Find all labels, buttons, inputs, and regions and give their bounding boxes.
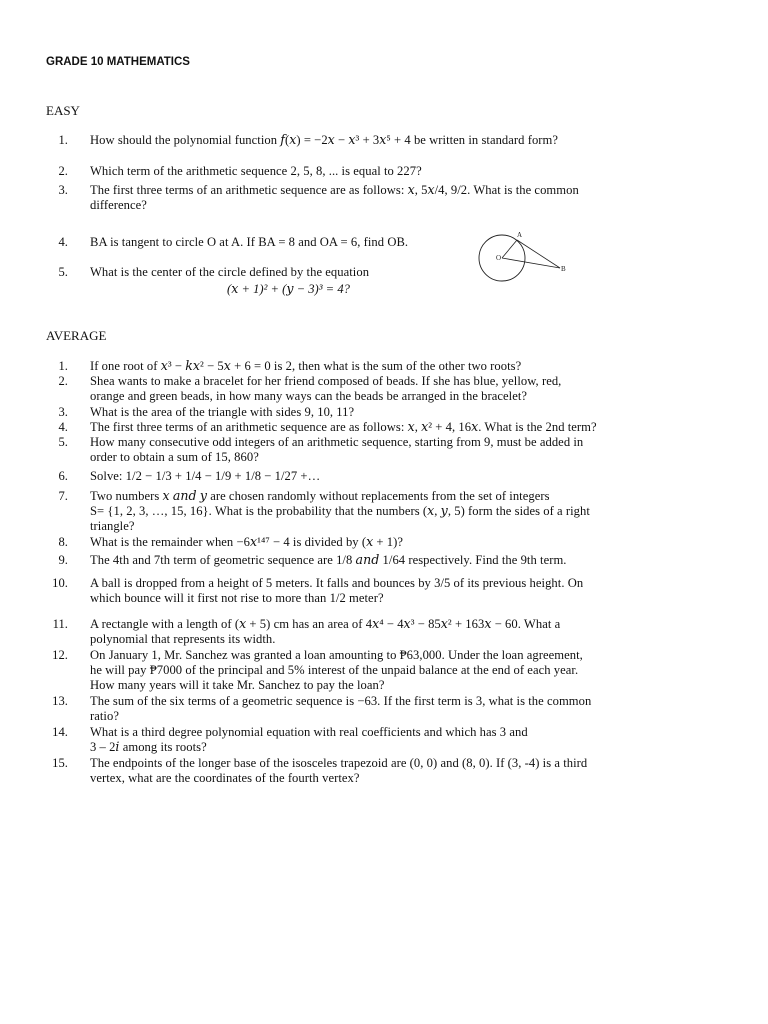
- question-text: How many consecutive odd integers of an arithmetic sequence, starting from 9, must be added in order to obtain a sum of 15, 860?: [90, 435, 584, 464]
- question-number: 7.: [58, 489, 68, 503]
- question-text: How should the polynomial function 𝑓(𝑥) = −2𝑥 − 𝑥³ + 3𝑥⁵ + 4 be written in standard form?: [90, 133, 559, 147]
- document-title: GRADE 10 MATHEMATICS: [46, 56, 190, 68]
- question-text: A rectangle with a length of (𝑥 + 5) cm has an area of 4𝑥⁴ − 4𝑥³ − 85𝑥² + 163𝑥 − 60. What a polynomial that represents its width.: [90, 617, 561, 646]
- question-text: A ball is dropped from a height of 5 meters. It falls and bounces by 3/5 of its previous height. On which bounce will it first not rise to more than 1/2 meter?: [90, 576, 584, 605]
- question-text: The first three terms of an arithmetic sequence are as follows: 𝑥, 5𝑥/4, 9/2. What is the common difference?: [90, 183, 579, 212]
- question-number: 11.: [52, 617, 68, 631]
- question-number: 5.: [58, 435, 68, 449]
- question-number: 4.: [58, 420, 68, 434]
- question-number: 1.: [58, 133, 68, 147]
- label-o: O: [496, 254, 502, 262]
- question-number: 12.: [52, 648, 68, 662]
- question-text: The first three terms of an arithmetic sequence are as follows: 𝑥, 𝑥² + 4, 16𝑥. What is the 2nd term?: [90, 420, 597, 434]
- tangent-circle-figure: [476, 228, 576, 288]
- question-number: 2.: [58, 374, 68, 388]
- question-text: Which term of the arithmetic sequence 2, 5, 8, ... is equal to 227?: [90, 164, 422, 178]
- question-text: What is the center of the circle defined by the equation: [90, 265, 370, 279]
- question-text: What is the remainder when −6𝑥¹⁴⁷ − 4 is divided by (𝑥 + 1)?: [90, 535, 404, 549]
- question-number: 13.: [52, 694, 68, 708]
- question-text: The endpoints of the longer base of the isosceles trapezoid are (0, 0) and (8, 0). If (3, -4) is a third vertex, what are the coordinates of the fourth vertex?: [90, 756, 588, 785]
- section-heading-average: AVERAGE: [46, 328, 107, 343]
- section-heading-easy: EASY: [46, 103, 80, 118]
- radius-oa: [502, 240, 517, 258]
- question-text: Shea wants to make a bracelet for her friend composed of beads. If she has blue, yellow, red, orange and green beads, in how many ways can the beads be arranged in the bracelet?: [90, 374, 562, 403]
- label-a: A: [517, 231, 523, 239]
- question-number: 6.: [58, 469, 68, 483]
- question-number: 15.: [52, 756, 68, 770]
- tangent-ba: [517, 240, 560, 268]
- question-number: 4.: [58, 235, 68, 249]
- question-number: 1.: [58, 359, 68, 373]
- question-text: BA is tangent to circle O at A. If BA = 8 and OA = 6, find OB.: [90, 235, 409, 249]
- question-number: 5.: [58, 265, 68, 279]
- segment-ob: [502, 258, 560, 268]
- question-number: 10.: [52, 576, 68, 590]
- question-number: 2.: [58, 164, 68, 178]
- label-b: B: [561, 265, 566, 273]
- question-text: What is the area of the triangle with sides 9, 10, 11?: [90, 405, 355, 419]
- question-text: On January 1, Mr. Sanchez was granted a loan amounting to ₱63,000. Under the loan agreement, he will pay ₱7000 of the principal and 5% interest of the unpaid balance at the end of each year. How many years will it take Mr. Sanchez to pay the loan?: [90, 648, 583, 692]
- question-number: 3.: [58, 183, 68, 197]
- equation-easy-5: (𝑥 + 1)² + (𝑦 − 3)³ = 4?: [227, 282, 350, 296]
- question-text: The sum of the six terms of a geometric sequence is −63. If the first term is 3, what is the common ratio?: [90, 694, 592, 723]
- question-text: The 4th and 7th term of geometric sequence are 1/8 𝑎𝑛𝑑 1/64 respectively. Find the 9th term.: [90, 553, 567, 567]
- question-text: What is a third degree polynomial equation with real coefficients and which has 3 and 3 – 2𝑖 among its roots?: [90, 725, 528, 754]
- question-text: If one root of 𝑥³ − 𝑘𝑥² − 5𝑥 + 6 = 0 is 2, then what is the sum of the other two roots?: [90, 359, 522, 373]
- question-number: 3.: [58, 405, 68, 419]
- question-number: 8.: [58, 535, 68, 549]
- question-number: 14.: [52, 725, 68, 739]
- question-text: Two numbers 𝑥 𝑎𝑛𝑑 𝑦 are chosen randomly without replacements from the set of integers S= {1, 2, 3, …, 15, 16}. What is the probability that the numbers (𝑥, 𝑦, 5) form the sides of a right triangle?: [90, 489, 590, 533]
- question-number: 9.: [58, 553, 68, 567]
- question-text: Solve: 1/2 − 1/3 + 1/4 − 1/9 + 1/8 − 1/27 +…: [90, 469, 321, 483]
